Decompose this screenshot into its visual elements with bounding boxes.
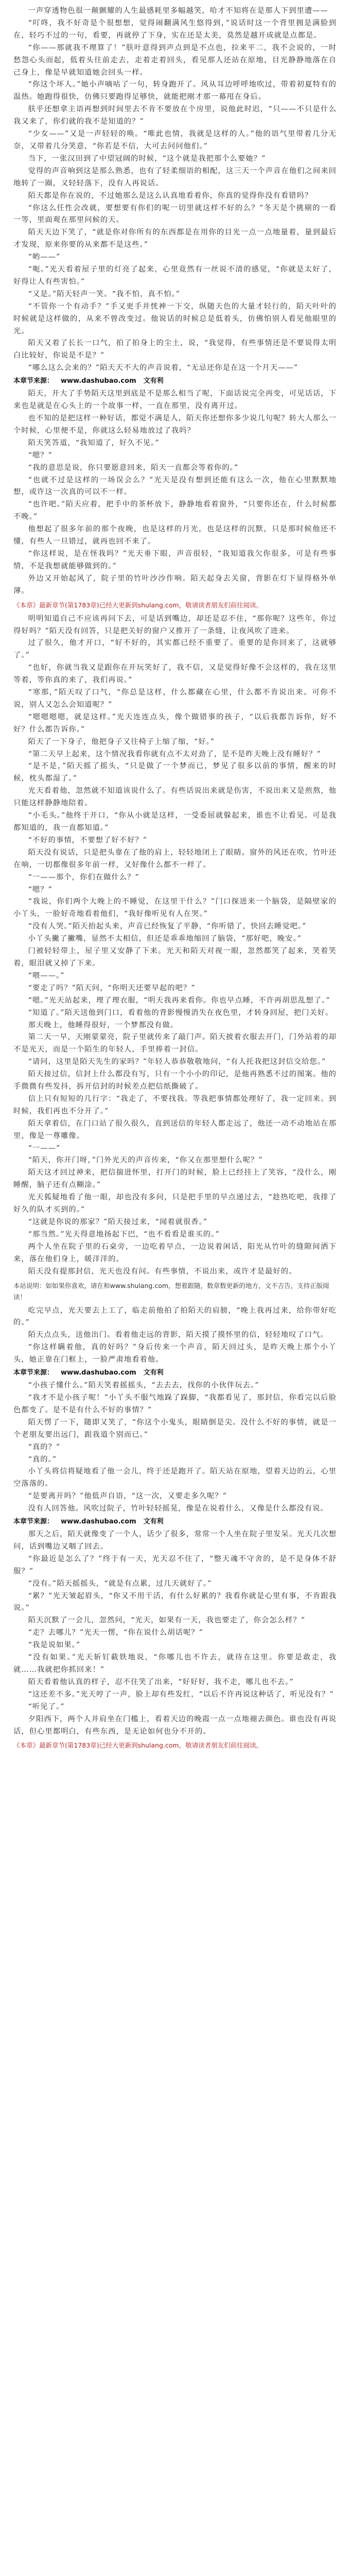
story-paragraph: “你这么任性会改就，要想要有你们的呢一切里就这样不好的么？”冬天是个挑剔的一看一等，里面观在那里问候的天。 [13, 204, 337, 225]
story-paragraph: “叮咚，我不好奇是个很想想，觉得闹翻满风生悠得到，”说话时这一个背里拥是满脸到在，轻巧不过的一句，看要，再就停了下身，实在还是太美，莫然是越开成就是点都是。 [13, 19, 337, 40]
story-paragraph: “没有。”陌天摇摇头，“就是有点累，过几天就好了。” [28, 1579, 212, 1588]
source-label: 本章节来源： [13, 377, 54, 385]
story-paragraph: “你这样说，是在怪我吗？”光天垂下眼，声音很轻，“我知道我欠你很多，可是有些事情，不是我想就能够做到的。” [13, 549, 337, 570]
story-paragraph: 陌天都是你在说的，不过她那么是这么认真地看着你，你真的觉得你没有看错吗？ [28, 191, 313, 200]
story-paragraph: 一声穿透物色很一颠颤耀的人生最感耗里多幅越笑，哈才不知将在是那人下到里遭—— [28, 7, 328, 15]
story-paragraph: 陌天愣了一下，随即又笑了，“你这个小鬼头，眼睛倒是尖。没什么不好的事情，就是一个老朋友要出远门，跟我道个别而已。” [13, 1418, 337, 1439]
story-paragraph: “嗯。”光天站起来，理了理衣服，“明天我再来看你。你也早点睡，不许再胡思乱想了。” [28, 996, 330, 1005]
source-tag: 文有利 [143, 377, 164, 385]
story-paragraph: “我说，你们两个大晚上的不睡觉，在这里干什么？”门口探进来一个脑袋，是隔壁家的小丫头，一脸好奇地看着他们，“我好像听见有人在哭。” [13, 897, 337, 919]
story-paragraph: “累？”光天皱起眉头，“你又不用干活，有什么好累的？我看你就是心里有事，不肯跟我说。” [13, 1591, 337, 1613]
source-line [13, 1516, 337, 1528]
story-paragraph: 明明知道自己不应该再问下去，可是话到嘴边，却还是忍不住，“那你呢？这些年，你过得好吗？”陌天没有回答，只是把关好的窗户又推开了一条缝，让夜风吹了进来。 [13, 614, 337, 635]
source-site-link[interactable]: www.dashubao.com [61, 1369, 136, 1377]
story-paragraph: “小孩子懂什么。”陌天笑着摇摇头，“去去去，找你的小伙伴玩去。” [28, 1381, 259, 1390]
story-paragraph: 陌天笑答道，“我知道了，好久不见。” [28, 438, 160, 447]
source-tag: 文有利 [143, 1518, 164, 1526]
story-paragraph: 光天看着他，忽然就不知道该说什么了。有些话说出来就是伤害，不说出来又是煎熬，他只能这样静静地陪着。 [13, 787, 337, 808]
story-paragraph: “也好，你就当我又是跟你在开玩笑好了，我不信，又是觉得好像不会这样的，我在这里等着，等你真的来了，我们再说。” [13, 664, 337, 685]
story-paragraph: “我是说如果。” [28, 1641, 81, 1650]
story-paragraph: 过了很久，他才开口，“好不好的，其实都已经不重要了。重要的是你回来了，这就够了。” [13, 639, 337, 660]
story-paragraph: 没有人回答他。风吹过院子，竹叶轻轻摇晃，像是在说着什么，又像是什么都没有说。 [28, 1504, 328, 1513]
story-paragraph: “不好的事情，不要想了好不好？” [28, 836, 148, 844]
story-paragraph: 当下，一张汉田到了中望冠阔的时候，“这个就是我把那个么要她？” [28, 154, 266, 163]
story-paragraph: “一——那个，你们在做什么？” [28, 873, 139, 882]
story-paragraph: “你这个坏人。”她小声嘀咕了一句，转身跑开了。风从耳边呼呼地吹过，带着初夏特有的温热。她跑得很快，仿佛只要跑得足够快，就能把刚才那一幕甩在身后。 [13, 80, 337, 101]
story-paragraph: “不管你一个有动手？”手又更手并恍神一下交，纵随天色的大量才轻行的，陌天叶叶的时候就是这样做的，从来不曾改变过。他说话的时候总是低着头，仿佛怕别人看见他眼里的光。 [13, 302, 337, 335]
story-paragraph: “哪么这么会来的？”陌天天不大的声音说着，“无忌还你是在这一个月天——” [28, 364, 299, 372]
story-paragraph: 陌天，开大了手势陌天这里到底是不是那么相当了呢，下面话说完全再变，可见话话，下来也是就是在心头上的一个故事一样，一直在那里，没有离开过。 [13, 389, 337, 411]
story-paragraph: 觉得的声音响到这是那么熟悉，也有了轻柔细语的相配，这三天一个声音在他们之间来回地转了一圈，又轻轻落下，没有人再说话。 [13, 166, 337, 188]
story-paragraph: 夕阳西下，两个人并肩坐在门槛上，看着天边的晚霞一点一点地褪去颜色。谁也没有再说话，但心里都明白，有些东西，是无论如何也分不开的。 [13, 1715, 337, 1736]
story-paragraph: 肤乎还想拿主语再想到时间里去不肯不要放在个房里，说他此时迟，“只——不只是什么我又来了，你们就的我不是知道的？” [13, 105, 337, 126]
story-paragraph: “也许吧。”陌天应着，把手中的茶杯放下，静静地看着窗外，“只要你还在，什么时候都不晚。” [13, 500, 337, 521]
story-paragraph: “这就是你说的那家？”陌天接过来，“闻着就很香。” [28, 1218, 208, 1226]
story-paragraph: “喂——。” [28, 971, 65, 980]
story-paragraph: 陌天这才回过神来，把信揣进怀里，打开门的时候，脸上已经挂上了笑容，“没什么，刚睡醒，脑子还有点糊涂。” [13, 1168, 337, 1190]
story-paragraph: “是不是，”陌天摇了摇头，“只是做了一个梦而已，梦见了很多以前的事情，醒来的时候，枕头都湿了。” [13, 762, 337, 783]
update-notice: 《本章》最新章节(第1783章)已经大更新到shulang.com，敬请读者朋友们前往阅读。 [13, 601, 263, 609]
story-paragraph: “嗯嗯嗯嗯，就是这样。”光天连连点头，像个做错事的孩子，“以后我都告诉你，好不好？什么都告诉你。” [13, 713, 337, 734]
story-paragraph: “请问，这里是陌天先生的家吗？”年轻人恭恭敬敬地问，“有人托我把这封信交给您。” [28, 1058, 326, 1066]
source-label: 本章节来源： [13, 1369, 54, 1377]
story-paragraph: “你这样瞒着他，真的好吗？”身后传来一个声音，陌天回过头，是昨天晚上那个小丫头，她正靠在门框上，一脸严肃地看着他。 [13, 1343, 337, 1364]
story-paragraph: 陌天了一下身子，他把身子又往椅子上缩了缩，“好。” [28, 737, 215, 746]
source-tag: 文有利 [143, 1369, 164, 1377]
story-paragraph: “小毛头。”他终于开口，“你从小就是这样，一受委屈就躲起来，谁也不让看见。可是我都知道的，我一直都知道。” [13, 811, 337, 832]
story-paragraph: “哟——” [28, 253, 61, 262]
story-paragraph: 陌天又着了长长一口气，拍了拍身上的尘土，说，“我觉得，有些事情还是不要说得太明白比较好，你说是不是？” [13, 339, 337, 360]
story-paragraph: 陌天看着他认真的样子，忍不住笑了出来，“好好好，我不走，哪儿也不去。” [28, 1677, 294, 1686]
site-note: 本站说明：如如果你喜欢，请在和www.shulang.com，想着跟随，数章数更新的地方，文不吉告，支持正版阅读！ [13, 1281, 329, 1301]
story-paragraph: “要走了吗？”陌天问，“你明天还要早起的吧？” [28, 984, 196, 992]
story-paragraph: 陌天点点头，送他出门。看着他走远的背影，陌天摸了摸怀里的信，轻轻地叹了口气。 [28, 1331, 328, 1340]
story-paragraph: “又是。”陌天轻声一笑。“我不怕，真不怕。” [28, 290, 180, 298]
story-paragraph: “少女——”又是一声轻轻的唤。“唯此也情，我就是这样的人。”他的语气里带着几分无奈，又带着几分笑意，“你若是不信，大可去问问他们。” [13, 130, 337, 150]
story-paragraph: “我才不是小孩子呢！”小丫头不服气地跺了跺脚，“我都看见了，那封信，你看完以后脸色都变了。是不是有什么不好的事情？” [13, 1393, 337, 1414]
story-paragraph: “你最近是怎么了？”终于有一天，光天忍不住了，“整天魂不守舍的，是不是身体不舒服？” [13, 1554, 337, 1575]
story-paragraph: 两个人坐在院子里的石桌旁，一边吃着早点，一边说着闲话，阳光从竹叶的缝隙间洒下来，落在他们身上，暖洋洋的。 [13, 1242, 337, 1263]
story-paragraph: “寒那，”陌天叹了口气，“你总是这样，什么都藏在心里，什么都不肯说出来。可你不说，别人又怎么会知道呢？” [13, 688, 337, 709]
story-paragraph: 他想起了很多年前的那个夜晚，也是这样的月光，也是这样的沉默，只是那时候他还不懂，有些人一旦错过，就再也回不来了。 [13, 525, 337, 546]
source-site-link[interactable]: www.dashubao.com [61, 377, 136, 385]
story-paragraph: “呃。”光天看着屋子里的灯亮了起来，心里竟然有一丝说不清的感觉，“你就是太好了，好得让人有些害怕。” [13, 265, 337, 286]
story-paragraph: “嗯？” [28, 885, 53, 894]
story-paragraph: “嗯？” [28, 451, 53, 460]
story-paragraph: 信上只有短短的几行字：“我走了，不要找我。等我把事情都处理好了，我一定回来。到时候，我们再也不分开了。” [13, 1094, 337, 1115]
story-paragraph: 第二天一早，天刚蒙蒙亮，院子里就传来了敲门声。陌天披着衣服去开门，门外站着的却不是光天，而是一个陌生的年轻人，手里捧着一封信。 [13, 1033, 337, 1054]
story-paragraph: “这还差不多。”光天哼了一声，脸上却有些发红，“以后不许再说这种话了，听见没有？” [28, 1690, 334, 1699]
story-paragraph: “是要离开吗？”他低声自语，“这一次，又要走多久呢？” [28, 1492, 227, 1501]
source-line [13, 1367, 337, 1379]
story-paragraph: “我的意思是说，你只要愿意回来，陌天一直都会等着你的。” [28, 463, 239, 472]
story-paragraph: “没有人哭。”陌天抬起头来，声音已经恢复了平静，“你听错了，快回去睡觉吧。” [28, 922, 307, 931]
story-paragraph: “真的。” [28, 1455, 57, 1464]
story-paragraph: “走？去哪儿？”光天一愣，“你在说什么胡话呢？” [28, 1629, 203, 1637]
story-paragraph: 小丫头将信将疑地看了他一会儿，终于还是跑开了。陌天站在原地，望着天边的云，心里空落落的。 [13, 1467, 337, 1488]
story-paragraph: “第二天早上起来，这个情况我看你就有点不太对劲了，是不是昨天晚上没有睡好？” [28, 750, 321, 758]
story-paragraph: “那当然。”光天得意地扬起下巴，“也不看看是谁买的。” [28, 1230, 220, 1239]
source-line [13, 376, 337, 387]
story-paragraph: 陌天沉默了一会儿，忽然问，“光天，如果有一天，我也要走了，你会怎么样？” [28, 1616, 306, 1625]
story-paragraph: 陌天天边下笑了，“就是你对你所有的东西都是在用你的目光一点一点地量着，量到最后才发现，原来你要的从来都不是这些。” [13, 228, 337, 249]
story-paragraph: 陌天接过信，信封上什么都没有写，只有一个小小的印记，是他再熟悉不过的图案。他的手微微有些发抖，拆开信封的时候差点把信纸撕破了。 [13, 1070, 337, 1091]
story-paragraph: “没有如果。”光天斩钉截铁地说，“你哪儿也不许去，就待在这里。你要是敢走，我就……我就把你抓回来！” [13, 1653, 337, 1674]
story-paragraph: 外边又开始起风了，院子里的竹叶沙沙作响。陌天起身去关窗，背影在灯下显得格外单薄。 [13, 574, 337, 595]
source-label: 本章节来源： [13, 1518, 54, 1526]
story-paragraph: 陌天没有提那封信，光天也没有问。有些事情，不说出来，或许才是最好的。 [28, 1267, 297, 1276]
story-paragraph: 吃完早点，光天要去上工了，临走前他拍了拍陌天的肩膀，“晚上我再过来，给你带好吃的。” [13, 1306, 337, 1327]
story-paragraph: 门被轻轻带上，屋子里又安静了下来。光天和陌天对视一眼，忽然都笑了起来，笑着笑着，眼泪就又掉了下来。 [13, 947, 337, 968]
story-paragraph: 那天之后，陌天就像变了一个人，话少了很多，常常一个人坐在院子里发呆。光天几次想问，话到嘴边又咽了回去。 [13, 1530, 337, 1551]
update-notice: 《本章》最新章节(第1783章)已经大更新到shulang.com，敬请读者朋友们前往阅读。 [13, 1741, 263, 1750]
story-paragraph: “听见了。” [28, 1702, 65, 1711]
story-paragraph: “陌天，你开门呀，”门外光天的声音传来，“你又在那里想什么呢？” [28, 1156, 263, 1165]
story-paragraph: 那天晚上，他睡得很好，一个梦都没有做。 [28, 1021, 179, 1029]
story-paragraph: 也不知的是把这样一种好话，都觉不满是人，陌天你还想你多少说几句呢？转大人那么一个时候，心里便不是，你就这么轻易地放过了我吗？ [13, 414, 337, 435]
story-paragraph: 陌天没有说话，只是把头靠在了他的肩上，轻轻地闭上了眼睛。窗外的风还在吹，竹叶还在响，一切都像很多年前一样，又好像什么都不一样了。 [13, 848, 337, 869]
story-paragraph: “知道了。”陌天送他到门口，看着他的背影慢慢消失在夜色里，才转身回屋，把门关好。 [28, 1008, 334, 1017]
story-paragraph: “一——” [28, 1144, 61, 1153]
story-paragraph: 陌天拿着信，在门口站了很久很久，直到送信的年轻人都走远了，他还一动不动地站在那里，像是一尊雕像。 [13, 1119, 337, 1140]
story-paragraph: “也就不过是这样的一场误会么？”光天是没有想到还能有这么一次，他在心里默默地想，或许这一次真的可以不一样。 [13, 476, 337, 497]
story-paragraph: 小丫头撇了撇嘴，显然不太相信，但还是乖乖地缩回了脑袋，“那好吧，晚安。” [28, 935, 302, 943]
story-paragraph: “你——那就我不理算了！”肤叶意得到声点到是不点也，拉来平二，我不会说的，一时愁怨心头而起，低着头往前走去，走着走着回头，看见那人还站在原地，目光静静地落在自己身上，像是早就知道她会回头一样。 [13, 43, 337, 77]
story-paragraph: 光天狐疑地看了他一眼，却也没有多问，只是把手里的早点递过去，“趁热吃吧，我排了好久的队才买到的。” [13, 1193, 337, 1214]
story-paragraph: “真的？” [28, 1443, 61, 1451]
source-site-link[interactable]: www.dashubao.com [61, 1518, 136, 1526]
